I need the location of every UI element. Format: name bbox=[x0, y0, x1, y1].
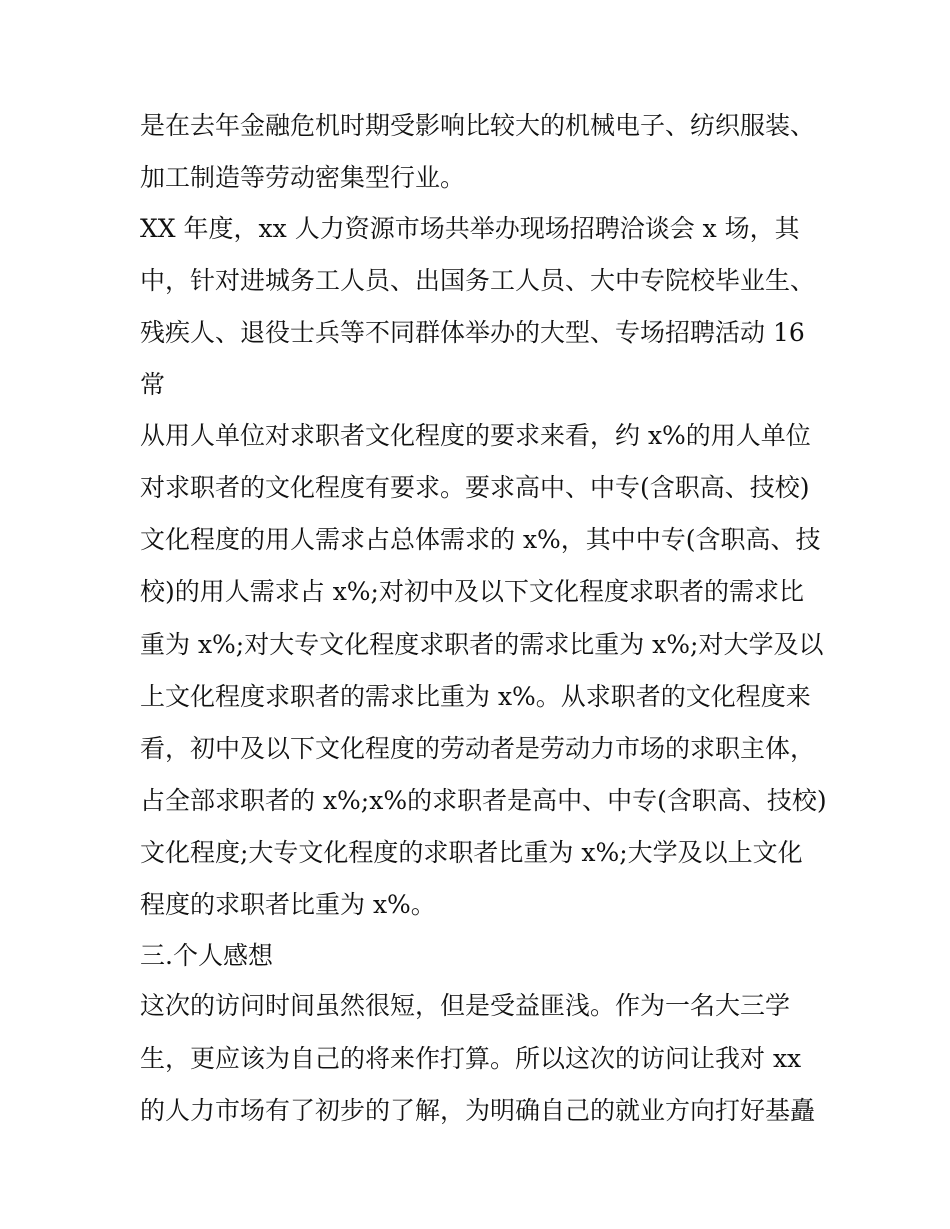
text-line: 残疾人、退役士兵等不同群体举办的大型、专场招聘活动 16 bbox=[140, 318, 805, 348]
text-line: 中，针对进城务工人员、出国务工人员、大中专院校毕业生、 bbox=[140, 265, 816, 295]
text-line: 常 bbox=[140, 370, 166, 400]
text-line: XX 年度，xx 人力资源市场共举办现场招聘洽谈会 x 场，其 bbox=[140, 213, 800, 243]
text-line: 加工制造等劳动密集型行业。 bbox=[140, 163, 466, 193]
text-line: 程度的求职者比重为 x%。 bbox=[140, 890, 436, 920]
text-line: 上文化程度求职者的需求比重为 x%。从求职者的文化程度来 bbox=[140, 681, 811, 711]
paragraph-personal-thoughts bbox=[140, 988, 820, 1145]
section-heading: 三.个人感想 bbox=[140, 940, 273, 970]
text-line: 看，初中及以下文化程度的劳动者是劳动力市场的求职主体， bbox=[140, 733, 816, 763]
text-line: 对求职者的文化程度有要求。要求高中、中专(含职高、技校) bbox=[140, 472, 810, 502]
paragraph-job-fairs bbox=[140, 211, 820, 418]
text-line: 文化程度的用人需求占总体需求的 x%，其中中专(含职高、技 bbox=[140, 525, 821, 555]
text-line: 校)的用人需求占 x%;对初中及以下文化程度求职者的需求比 bbox=[140, 577, 804, 607]
paragraph-intro bbox=[140, 108, 820, 211]
text-line: 这次的访问时间虽然很短，但是受益匪浅。作为一名大三学 bbox=[140, 991, 791, 1021]
text-line: 是在去年金融危机时期受影响比较大的机械电子、纺织服装、 bbox=[140, 111, 816, 140]
document-body bbox=[140, 108, 827, 1145]
text-line: 重为 x%;对大专文化程度求职者的需求比重为 x%;对大学及以 bbox=[140, 629, 824, 659]
text-line: 的人力市场有了初步的了解，为明确自己的就业方向打好基矗 bbox=[140, 1095, 816, 1125]
text-line: 从用人单位对求职者文化程度的要求来看，约 x%的用人单位 bbox=[140, 420, 811, 450]
text-line: 生，更应该为自己的将来作打算。所以这次的访问让我对 xx bbox=[140, 1043, 802, 1073]
section-heading-personal-thoughts bbox=[140, 938, 820, 989]
text-line: 占全部求职者的 x%;x%的求职者是高中、中专(含职高、技校) bbox=[140, 786, 827, 816]
text-line: 文化程度;大专文化程度的求职者比重为 x%;大学及以上文化 bbox=[140, 838, 803, 868]
paragraph-education-requirements bbox=[140, 418, 827, 938]
